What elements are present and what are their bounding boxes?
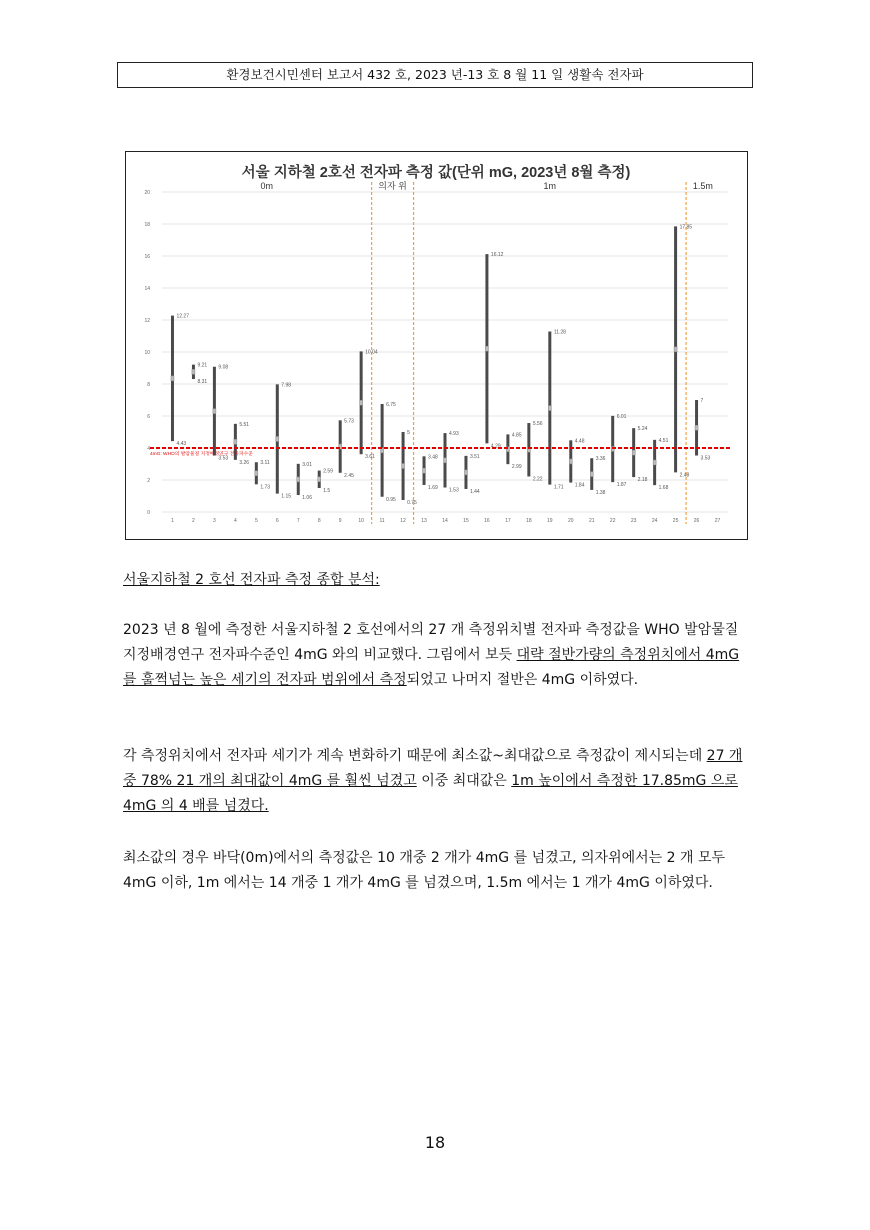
- paragraph-2: [123, 744, 753, 819]
- max-value-label: 6.75: [386, 402, 396, 408]
- y-tick-label: 10: [144, 350, 150, 356]
- x-tick-label: 10: [358, 518, 364, 524]
- max-value-label: 5.56: [532, 421, 543, 428]
- section-label: 0m: [260, 181, 274, 191]
- y-tick-label: 16: [144, 254, 150, 260]
- max-value-label: 7.98: [281, 382, 292, 389]
- y-tick-label: 18: [144, 222, 150, 228]
- range-midpoint: [695, 425, 698, 430]
- max-value-label: 5: [407, 430, 410, 436]
- min-value-label: 1.69: [428, 484, 438, 491]
- max-value-label: 3.11: [260, 460, 270, 467]
- section-title: 서울지하철 2 호선 전자파 측정 종합 분석:: [123, 572, 380, 588]
- x-tick-label: 18: [526, 518, 532, 524]
- x-tick-label: 5: [254, 518, 258, 524]
- range-midpoint: [213, 409, 216, 414]
- y-tick-label: 6: [147, 414, 150, 420]
- min-value-label: 2.45: [344, 472, 354, 479]
- report-header: 환경보건시민센터 보고서 432 호, 2023 년-13 호 8 월 11 일 생활속 전자파: [117, 62, 753, 88]
- max-value-label: 9.21: [197, 362, 208, 369]
- range-midpoint: [255, 471, 258, 476]
- y-tick-label: 8: [147, 382, 150, 388]
- range-midpoint: [653, 460, 656, 465]
- x-tick-label: 19: [547, 518, 553, 524]
- chart-title: 서울 지하철 2호선 전자파 측정 값(단위 mG, 2023년 8월 측정): [241, 165, 631, 181]
- p1-text-a: 2023 년 8 월에 측정한 서울지하철 2 호선에서의 27 개 측정위치별 전자파 측정값을 WHO 발암물질 지정배경연구 전자파수준인 4mG 와의 비교했다. 그림에서 보듯: [123, 622, 739, 663]
- x-tick-label: 25: [672, 518, 679, 524]
- range-chart: [126, 152, 747, 539]
- range-midpoint: [276, 436, 279, 441]
- x-tick-label: 11: [379, 518, 385, 524]
- y-tick-label: 2: [147, 478, 150, 484]
- min-value-label: 2.22: [532, 476, 543, 483]
- min-value-label: 0.75: [407, 500, 417, 506]
- range-midpoint: [192, 369, 195, 374]
- x-tick-label: 4: [233, 518, 237, 524]
- range-midpoint: [234, 439, 237, 444]
- max-value-label: 5.51: [239, 421, 250, 428]
- y-tick-label: 0: [147, 510, 150, 516]
- min-value-label: 1.38: [595, 489, 606, 496]
- x-tick-label: 1: [171, 518, 174, 524]
- max-value-label: 12.27: [176, 313, 189, 320]
- analysis-section: [123, 568, 753, 593]
- min-value-label: 0.95: [386, 496, 396, 503]
- section-label: 의자 위: [378, 181, 407, 191]
- range-midpoint: [360, 400, 363, 405]
- min-value-label: 4.29: [490, 443, 501, 450]
- paragraph-3: [123, 846, 753, 896]
- range-midpoint: [632, 450, 635, 455]
- paragraph-1: [123, 618, 753, 693]
- max-value-label: 4.48: [574, 438, 585, 445]
- max-value-label: 4.93: [449, 431, 459, 438]
- x-tick-label: 3: [213, 518, 216, 524]
- x-tick-label: 8: [317, 518, 321, 524]
- reference-label: 4mG: WHO의 발암물질 지정배경연구 전자파수준: [150, 452, 253, 457]
- range-midpoint: [402, 464, 405, 469]
- x-tick-label: 2: [192, 518, 195, 524]
- min-value-label: 1.06: [302, 495, 312, 502]
- x-tick-label: 15: [463, 518, 469, 524]
- x-tick-label: 20: [567, 518, 574, 524]
- min-value-label: 2.48: [679, 472, 690, 479]
- min-value-label: 3.26: [239, 459, 250, 466]
- y-tick-label: 4: [147, 446, 150, 452]
- p2-text-b: 이중 최대값은: [416, 773, 512, 789]
- p1-text-b: 되었고 나머지 절반은 4mG 이하였다.: [406, 672, 639, 688]
- max-value-label: 11.28: [553, 329, 566, 336]
- max-value-label: 3.36: [595, 456, 606, 463]
- y-tick-label: 14: [144, 286, 150, 292]
- min-value-label: 1.44: [469, 488, 480, 495]
- min-value-label: 1.73: [260, 484, 271, 491]
- x-tick-label: 12: [400, 518, 406, 524]
- range-midpoint: [444, 458, 447, 463]
- min-value-label: 2.99: [511, 464, 522, 471]
- p3-text: 최소값의 경우 바닥(0m)에서의 측정값은 10 개중 2 개가 4mG 를 넘겼고, 의자위에서는 2 개 모두 4mG 이하, 1m 에서는 14 개중 1 개가 4mG 를 넘겼으며, 1.5m 에서는 1 개가 4mG 이하였다.: [123, 850, 726, 891]
- x-tick-label: 17: [505, 518, 511, 524]
- range-midpoint: [464, 470, 467, 475]
- min-value-label: 4.43: [176, 441, 187, 448]
- x-tick-label: 9: [338, 518, 342, 524]
- x-tick-label: 6: [275, 518, 279, 524]
- max-value-label: 4.85: [511, 432, 522, 439]
- x-tick-label: 23: [630, 518, 637, 524]
- x-tick-label: 24: [651, 518, 658, 524]
- p2-underline-1: 27 개중 78% 21 개의 최대값이 4mG 를 훨씬 넘겼고: [123, 748, 743, 789]
- range-midpoint: [171, 376, 174, 381]
- x-tick-label: 21: [588, 518, 595, 524]
- range-midpoint: [423, 468, 426, 473]
- max-value-label: 9.08: [218, 364, 229, 371]
- min-value-label: 1.84: [574, 482, 585, 489]
- range-midpoint: [297, 477, 300, 482]
- x-tick-label: 7: [296, 518, 300, 524]
- min-value-label: 1.71: [553, 484, 564, 491]
- range-midpoint: [318, 477, 321, 482]
- max-value-label: 3.48: [428, 454, 438, 461]
- range-midpoint: [548, 406, 551, 411]
- min-value-label: 1.5: [323, 488, 331, 494]
- section-label: 1.5m: [692, 181, 713, 191]
- min-value-label: 1.68: [658, 485, 669, 492]
- x-tick-label: 27: [714, 518, 721, 524]
- x-tick-label: 16: [484, 518, 490, 524]
- min-value-label: 1.15: [281, 493, 292, 500]
- min-value-label: 1.53: [449, 487, 459, 494]
- max-value-label: 6.01: [616, 413, 627, 420]
- x-tick-label: 13: [421, 518, 427, 524]
- max-value-label: 2.59: [323, 468, 333, 475]
- max-value-label: 3.01: [302, 461, 312, 468]
- min-value-label: 3.53: [700, 455, 711, 462]
- range-midpoint: [569, 459, 572, 464]
- max-value-label: 16.12: [490, 252, 504, 259]
- section-label: 1m: [543, 181, 557, 191]
- y-tick-label: 20: [144, 190, 150, 196]
- x-tick-label: 22: [609, 518, 616, 524]
- page-number: 18: [424, 1133, 446, 1152]
- max-value-label: 3.51: [469, 453, 480, 460]
- range-midpoint: [674, 347, 677, 352]
- p2-underline-2: 1m 높이에서 측정한 17.85mG 으로 4mG 의 4 배를 넘겼다.: [123, 773, 738, 814]
- max-value-label: 7: [700, 398, 704, 404]
- max-value-label: 5.73: [344, 418, 354, 425]
- min-value-label: 2.18: [637, 477, 648, 484]
- p2-text-a: 각 측정위치에서 전자파 세기가 계속 변화하기 때문에 최소값~최대값으로 측정값이 제시되는데: [123, 748, 707, 764]
- y-tick-label: 12: [144, 318, 150, 324]
- max-value-label: 5.24: [637, 426, 648, 433]
- x-tick-label: 14: [442, 518, 448, 524]
- chart-frame: [125, 151, 748, 540]
- max-value-label: 4.51: [658, 437, 669, 444]
- min-value-label: 3.53: [218, 455, 229, 462]
- min-value-label: 3.61: [365, 454, 375, 461]
- min-value-label: 8.31: [197, 379, 208, 386]
- min-value-label: 1.87: [616, 482, 627, 489]
- p1-underline: 대략 절반가량의 측정위치에서 4mG 를 훌쩍넘는 높은 세기의 전자파 범위에서 측정: [123, 647, 740, 688]
- x-tick-label: 26: [693, 518, 700, 524]
- max-value-label: 17.85: [679, 224, 693, 231]
- max-value-label: 10.04: [365, 349, 378, 356]
- range-midpoint: [590, 472, 593, 477]
- range-midpoint: [485, 346, 488, 351]
